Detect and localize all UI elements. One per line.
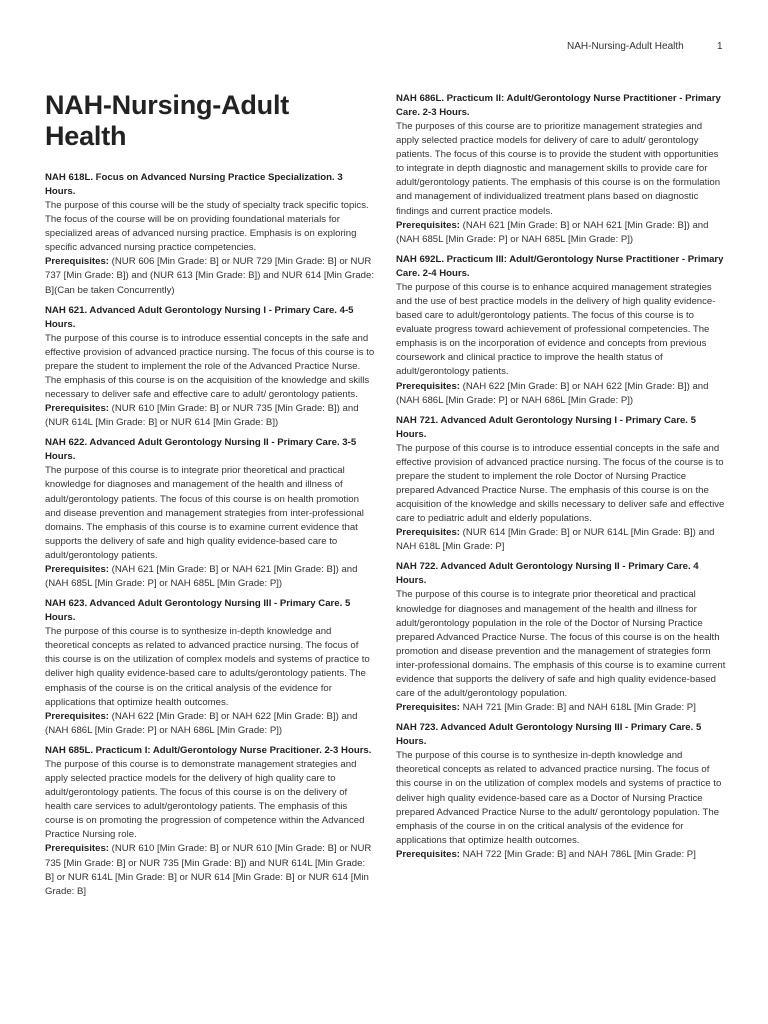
prerequisites-label: Prerequisites:: [396, 702, 460, 714]
course-prerequisites: [45, 842, 375, 898]
course-prerequisites: [396, 526, 726, 554]
course-prerequisites: [45, 255, 375, 297]
prerequisites-label: Prerequisites:: [45, 710, 109, 722]
course-entry: [45, 171, 375, 298]
course-description: The purpose of this course is to introduce essential concepts in the safe and effective provision of advanced practice nursing. The focus of the course is to prepare the student to implement the role Doctor of Nursing Practice prepared Advanced Practice Nurse. The emphasis of this course is on the acquisition of the knowledge and skills necessary to deliver safe and effective care to pediatric adult and elderly populations.: [396, 442, 725, 525]
running-header: [0, 41, 768, 57]
left-column: [45, 90, 375, 905]
prerequisites-label: Prerequisites:: [45, 843, 109, 855]
course-entry: [396, 253, 726, 408]
course-title: NAH 623. Advanced Adult Gerontology Nursing III - Primary Care. 5 Hours.: [45, 598, 351, 624]
course-title: NAH 721. Advanced Adult Gerontology Nursing I - Primary Care. 5 Hours.: [396, 414, 696, 440]
page-title: [45, 90, 375, 152]
prerequisites-text: (NUR 606 [Min Grade: B] or NUR 729 [Min Grade: B] or NUR 737 [Min Grade: B]) and (NUR 613 [Min Grade: B]) and NUR 614 [Min Grade: B](Can be taken Concurrently): [45, 256, 374, 296]
course-prerequisites: [396, 380, 726, 408]
prerequisites-label: Prerequisites:: [45, 256, 109, 268]
course-title: NAH 722. Advanced Adult Gerontology Nursing II - Primary Care. 4 Hours.: [396, 561, 699, 587]
course-entry: [45, 597, 375, 738]
course-entry: [45, 436, 375, 591]
prerequisites-text: (NAH 622 [Min Grade: B] or NAH 622 [Min Grade: B]) and (NAH 686L [Min Grade: P] or NAH 686L [Min Grade: P]): [396, 380, 709, 406]
course-description: The purpose of this course is to demonstrate management strategies and apply selected practice models for the delivery of high quality care to adult/gerontology patients. The focus of this course is on the delivery of health care services to adult/gerontology patients. The emphasis of this course is on promoting the progression of competence within the Advanced Practice Nursing role.: [45, 758, 365, 841]
prerequisites-label: Prerequisites:: [45, 403, 109, 415]
course-prerequisites: [45, 563, 375, 591]
course-description: The purpose of this course is to integrate prior theoretical and practical knowledge for diagnoses and management of the health and illness of adult/gerontology patients. The focus of this course is on health promotion and disease prevention and management strategies from inter-professional domains. The emphasis of this course is to examine current evidence that supports the delivery of safe and high quality evidence-based care to adult/gerontology patients.: [45, 465, 364, 561]
prerequisites-text: NAH 721 [Min Grade: B] and NAH 618L [Min Grade: P]: [462, 702, 696, 714]
prerequisites-text: (NUR 610 [Min Grade: B] or NUR 735 [Min Grade: B]) and (NUR 614L [Min Grade: B] or NUR 614 [Min Grade: B]): [45, 403, 359, 429]
prerequisites-label: Prerequisites:: [396, 219, 460, 231]
running-header-title: NAH-Nursing-Adult Health: [567, 41, 684, 52]
prerequisites-text: (NAH 622 [Min Grade: B] or NAH 622 [Min Grade: B]) and (NAH 686L [Min Grade: P] or NAH 686L [Min Grade: P]): [45, 710, 358, 736]
course-title: NAH 686L. Practicum II: Adult/Gerontology Nurse Practitioner - Primary Care. 2-3 Hours.: [396, 93, 721, 118]
course-title: NAH 723. Advanced Adult Gerontology Nursing III - Primary Care. 5 Hours.: [396, 722, 702, 748]
course-prerequisites: [396, 219, 726, 247]
course-entry: [396, 721, 726, 862]
page-title-line-2: Health: [45, 121, 127, 151]
prerequisites-text: (NAH 621 [Min Grade: B] or NAH 621 [Min Grade: B]) and (NAH 685L [Min Grade: P] or NAH 685L [Min Grade: P]): [45, 563, 358, 590]
course-description: The purpose of this course is to introduce essential concepts in the safe and effective provision of advanced practice nursing. The focus of this course is to prepare the student to implement the role of the Advanced Practice Nurse. The emphasis of this course is on the acquisition of the knowledge and skills necessary to deliver safe and effective care to adult/ gerontology patients.: [45, 332, 375, 401]
course-description: The purpose of this course is to synthesize in-depth knowledge and theoretical concepts as related to advanced practice nursing. The focus of this course is on the utilization of complex models and systems of practice to deliver high quality evidence-based care to adults/gerontology patients. The emphasis of the course is on the critical analysis of the evidence for applications that optimize health outcomes.: [45, 626, 370, 708]
prerequisites-text: (NAH 621 [Min Grade: B] or NAH 621 [Min Grade: B]) and (NAH 685L [Min Grade: P] or NAH 685L [Min Grade: P]): [396, 219, 709, 245]
course-title: NAH 621. Advanced Adult Gerontology Nursing I - Primary Care. 4-5 Hours.: [45, 304, 354, 330]
course-title: NAH 692L. Practicum III: Adult/Gerontology Nurse Practitioner - Primary Care. 2-4 Hours.: [396, 253, 724, 279]
course-prerequisites: [45, 710, 375, 738]
prerequisites-label: Prerequisites:: [396, 848, 460, 860]
prerequisites-label: Prerequisites:: [45, 563, 109, 575]
course-description: The purpose of this course will be the study of specialty track specific topics. The focus of the course will be on providing foundational materials for specialized areas of advanced nursing practice. Emphasis is on exploring specific advanced nursing practice competencies.: [45, 200, 369, 254]
course-description: The purpose of this course is to synthesize in-depth knowledge and theoretical concepts as related to advanced practice nursing. The focus of this course in on the utilization of complex models and systems of practice to deliver high quality evidence-based care as a Doctor of Nursing Practice prepared Advanced Practice Nurse to the adult/ gerontology population. The emphasis of the course in on the critical analysis of the evidence for applications that optimize health outcomes.: [396, 750, 722, 846]
page-number: 1: [717, 41, 723, 52]
prerequisites-text: (NUR 610 [Min Grade: B] or NUR 610 [Min Grade: B] or NUR 735 [Min Grade: B] or NUR 735 [Min Grade: B]) and NUR 614L [Min Grade: B] or NUR 614L [Min Grade: B] or NUR 614 [Min Grade: B] or NUR 614 [Min Grade: B]: [45, 843, 372, 897]
course-description: The purpose of this course is to enhance acquired management strategies and the use of best practice models in the delivery of high quality evidence-based care to adult/gerontology patients. The focus of this course is to evaluate progress toward achievement of professional competencies. The emphasis is on the incorporation of evidence and concepts from previous coursework and clinical practice to improve the health status of adult/gerontology patients.: [396, 281, 716, 378]
course-entry: [396, 92, 726, 247]
prerequisites-text: (NUR 614 [Min Grade: B] or NUR 614L [Min Grade: B]) and NAH 618L [Min Grade: P]: [396, 527, 715, 553]
course-description: The purpose of this course is to integrate prior theoretical and practical knowledge for diagnoses and management of the health and illness for adult/gerontology population in the role of the Doctor of Nursing Practice prepared Advanced Practice Nurse. The focus of this course is on the health promotion and disease prevention and the management of strategies form inter-professional domains. The emphasis of this course is to examine current evidence that supports the delivery of safe and high quality evidence-based care of the adult/gerontology population.: [396, 589, 726, 700]
page-title-line-1: NAH-Nursing-Adult: [45, 90, 290, 120]
course-title: NAH 685L. Practicum I: Adult/Gerontology Nurse Pracitioner. 2-3 Hours.: [45, 744, 372, 756]
course-prerequisites: [45, 402, 375, 430]
prerequisites-label: Prerequisites:: [396, 527, 460, 539]
course-entry: [396, 414, 726, 555]
course-entry: [45, 304, 375, 431]
course-title: NAH 622. Advanced Adult Gerontology Nursing II - Primary Care. 3-5 Hours.: [45, 437, 357, 463]
prerequisites-label: Prerequisites:: [396, 380, 460, 392]
course-prerequisites: [396, 701, 726, 715]
course-entry: [396, 560, 726, 715]
right-column: [396, 92, 726, 868]
course-prerequisites: [396, 848, 726, 862]
course-entry: [45, 744, 375, 899]
course-description: The purposes of this course are to prioritize management strategies and apply selected practice models for delivery of care to adult/ gerontology patients. The focus of this course is to provide the student with opportunities to integrate in depth diagnostic and management skills to provide care for adult/gerontology patients. The emphasis of this course is on the formulation and management of individualized treatment plans based on diagnostic findings and current practice models.: [396, 121, 721, 217]
course-title: NAH 618L. Focus on Advanced Nursing Practice Specialization. 3 Hours.: [45, 172, 343, 197]
prerequisites-text: NAH 722 [Min Grade: B] and NAH 786L [Min Grade: P]: [462, 848, 696, 860]
